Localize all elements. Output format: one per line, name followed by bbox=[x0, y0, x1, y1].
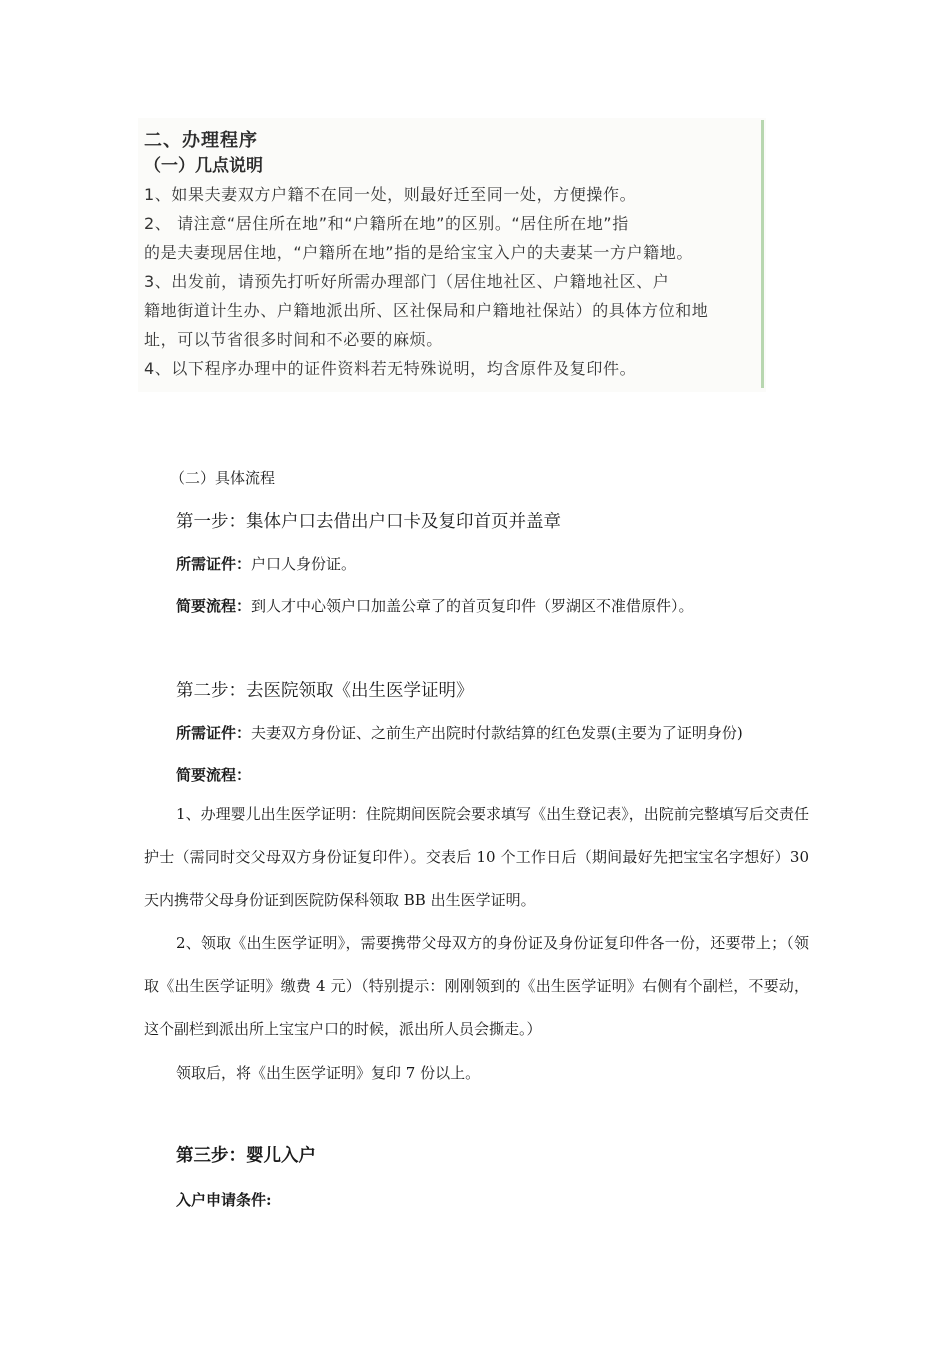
step2-docs bbox=[176, 722, 743, 743]
step2-note: 领取后，将《出生医学证明》复印 7 份以上。 bbox=[176, 1064, 481, 1082]
step1-docs-label: 所需证件： bbox=[176, 555, 252, 573]
step2-item2 bbox=[144, 922, 809, 1051]
step1-title: 第一步：集体户口去借出户口卡及复印首页并盖章 bbox=[176, 512, 561, 532]
scan-line: 的是夫妻现居住地，“户籍所在地”指的是给宝宝入户的夫妻某一方户籍地。 bbox=[144, 243, 693, 262]
scan-line: 1、如果夫妻双方户籍不在同一处，则最好迁至同一处，方便操作。 bbox=[144, 185, 637, 204]
step3-condition-label: 入户申请条件: bbox=[176, 1191, 272, 1209]
step1-docs-value: 户口人身份证。 bbox=[251, 555, 357, 573]
step2-item1-text: 1、办理婴儿出生医学证明：住院期间医院会要求填写《出生登记表》，出院前完整填写后交责任护士（需同时交父母双方身份证复印件）。交表后 10 个工作日后（期间最好先把宝宝名字想好）30 天内携带父母身份证到医院防保科领取 BB 出生医学证明。 bbox=[144, 805, 809, 909]
scan-line: 4、以下程序办理中的证件资料若无特殊说明，均含原件及复印件。 bbox=[144, 359, 637, 378]
step1-flow-value: 到人才中心领户口加盖公章了的首页复印件（罗湖区不准借原件）。 bbox=[251, 597, 694, 615]
scan-subheading: （一）几点说明 bbox=[144, 156, 263, 176]
step2-item2-text: 2、领取《出生医学证明》，需要携带父母双方的身份证及身份证复印件各一份，还要带上；（领取《出生医学证明》缴费 4 元）（特别提示：刚刚领到的《出生医学证明》右侧有个副栏，不要动，这个副栏到派出所上宝宝户口的时候，派出所人员会撕走。） bbox=[144, 934, 809, 1038]
scan-heading: 二、办理程序 bbox=[144, 130, 258, 151]
step2-docs-value: 夫妻双方身份证、之前生产出院时付款结算的红色发票(主要为了证明身份) bbox=[251, 724, 743, 742]
step3-title: 第三步：婴儿入户 bbox=[176, 1146, 316, 1166]
step2-item1 bbox=[144, 793, 809, 922]
step2-flow-label: 简要流程： bbox=[176, 766, 252, 784]
step1-flow bbox=[176, 595, 694, 616]
section-title: （二）具体流程 bbox=[170, 469, 276, 487]
scan-line: 址，可以节省很多时间和不必要的麻烦。 bbox=[144, 330, 443, 349]
scanned-excerpt-image bbox=[138, 118, 766, 392]
scan-line: 籍地街道计生办、户籍地派出所、区社保局和户籍地社保站）的具体方位和地 bbox=[144, 301, 709, 320]
step1-flow-label: 简要流程： bbox=[176, 597, 252, 615]
scan-line: 3、出发前，请预先打听好所需办理部门（居住地社区、户籍地社区、户 bbox=[144, 272, 670, 291]
step2-docs-label: 所需证件： bbox=[176, 724, 252, 742]
step1-docs bbox=[176, 553, 356, 574]
step2-title: 第二步：去医院领取《出生医学证明》 bbox=[176, 681, 474, 701]
scan-line: 2、 请注意“居住所在地”和“户籍所在地”的区别。“居住所在地”指 bbox=[144, 214, 629, 233]
scan-edge-line bbox=[761, 120, 764, 388]
